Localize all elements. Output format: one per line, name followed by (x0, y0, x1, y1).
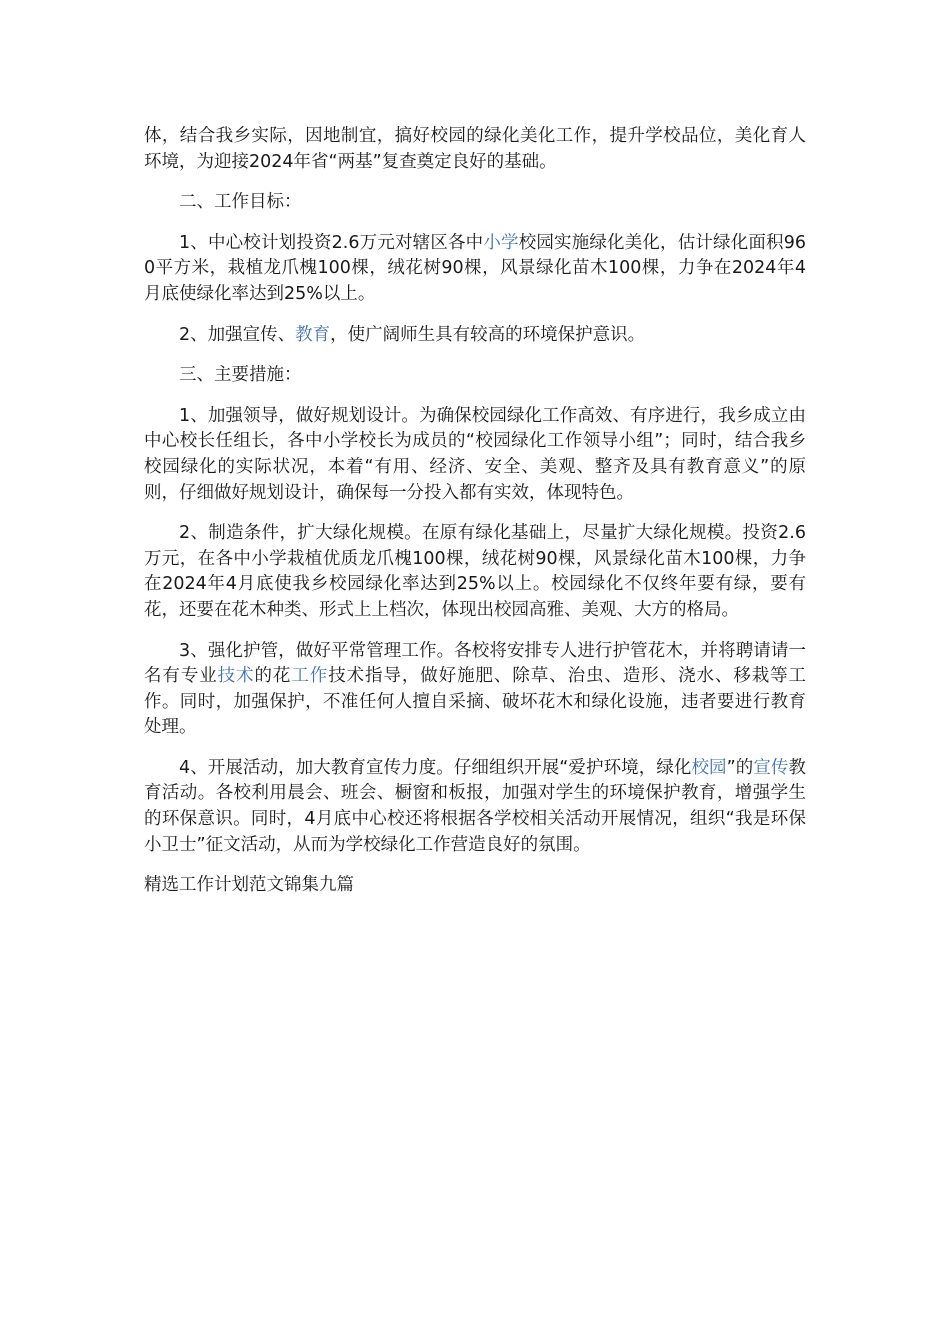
link-jiaoyu[interactable]: 教育 (295, 324, 331, 345)
section-2-heading: 二、工作目标： (179, 192, 302, 213)
measure-4-text-c: 教育活动。各校利用晨会、班会、橱窗和板报，加强对学生的环境保护教育，增强学生的环保意识。同时，4月底中心校还将根据各学校相关活动开展情况，组织“我是环保小卫士”征文活动，从而为学校绿化工作营造良好的氛围。 (144, 757, 806, 855)
goal-1-text-b: 校园实施绿化美化，估计绿化面积960平方米，栽植龙爪槐100棵，绒花树90棵，风景绿化苗木100棵，力争在2024年4月底使绿化率达到25%以上。 (144, 232, 806, 304)
goal-1-text-a: 1、中心校计划投资2.6万元对辖区各中 (179, 232, 484, 253)
link-xiaoyuan[interactable]: 校园 (691, 757, 727, 778)
link-xiaoxue[interactable]: 小学 (483, 232, 519, 253)
goal-2-text-b: ，使广阔师生具有较高的环境保护意识。 (330, 324, 646, 345)
measure-4-paragraph (144, 756, 806, 858)
link-xuanchuan[interactable]: 宣传 (753, 757, 789, 778)
measure-2-paragraph: 2、制造条件，扩大绿化规模。在原有绿化基础上，尽量扩大绿化规模。投资2.6万元，在各中小学栽植优质龙爪槐100棵，绒花树90棵，风景绿化苗木100棵，力争在2024年4月底使我乡校园绿化率达到25%以上。校园绿化不仅终年要有绿，要有花，还要在花木种类、形式上上档次，体现出校园高雅、美观、大方的格局。 (144, 523, 806, 620)
goal-1-paragraph (144, 231, 806, 308)
section-3-heading: 三、主要措施： (179, 365, 302, 386)
link-gongzuo[interactable]: 工作 (291, 666, 329, 687)
measure-4-text-b: ”的 (726, 757, 754, 778)
footer-title: 精选工作计划范文锦集九篇 (144, 875, 354, 896)
goal-2-paragraph (144, 323, 806, 349)
measure-3-text-a: 3、强化护管，做好平常管理工作。各校将安排专人进行护管花木，并将聘请请一名有专业 (144, 640, 806, 687)
goal-2-text-a: 2、加强宣传、 (179, 324, 296, 345)
measure-3-text-b: 的花 (254, 666, 292, 687)
measure-4-text-a: 4、开展活动，加大教育宣传力度。仔细组织开展“爱护环境，绿化 (179, 757, 692, 778)
link-jishu[interactable]: 技术 (217, 666, 255, 687)
intro-paragraph: 体，结合我乡实际，因地制宜，搞好校园的绿化美化工作，提升学校品位，美化育人环境，为迎接2024年省“两基”复查奠定良好的基础。 (144, 126, 806, 172)
document-page (144, 124, 806, 899)
measure-3-text-c: 技术指导，做好施肥、除草、治虫、造形、浇水、移栽等工作。同时，加强保护，不准任何人擅自采摘、破坏花木和绿化设施，违者要进行教育处理。 (144, 666, 807, 738)
measure-3-paragraph (144, 639, 806, 741)
measure-1-paragraph: 1、加强领导，做好规划设计。为确保校园绿化工作高效、有序进行，我乡成立由中心校长任组长，各中小学校长为成员的“校园绿化工作领导小组”；同时，结合我乡校园绿化的实际状况，本着“有用、经济、安全、美观、整齐及具有教育意义”的原则，仔细做好规划设计，确保每一分投入都有实效，体现特色。 (144, 405, 806, 503)
